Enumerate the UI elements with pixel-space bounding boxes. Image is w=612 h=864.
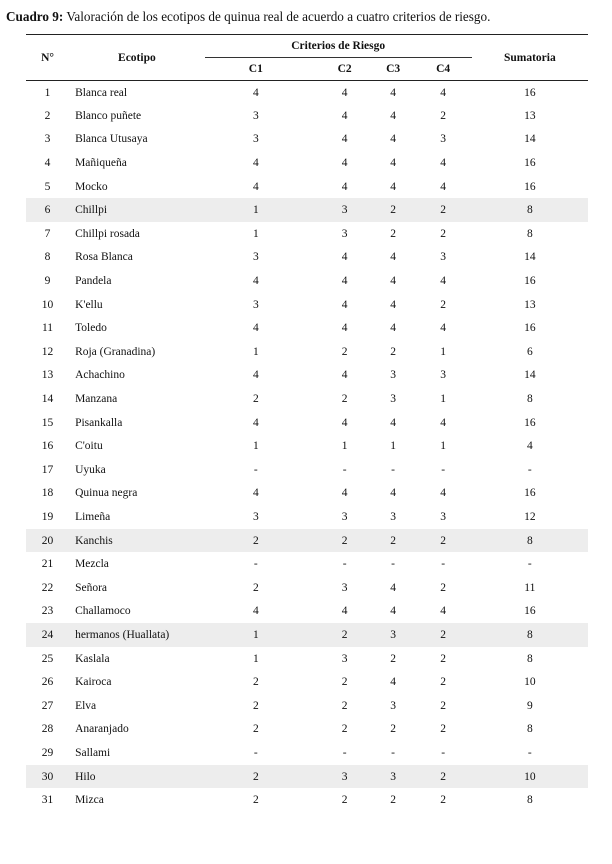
table-row	[26, 718, 588, 742]
row-number: 21	[41, 558, 54, 571]
row-c4: 3	[440, 510, 447, 523]
row-number: 3	[44, 133, 51, 146]
row-c4: 2	[440, 298, 447, 311]
row-number: 17	[41, 463, 54, 476]
row-c3: -	[391, 558, 396, 571]
row-number: 20	[26, 529, 69, 553]
row-c4: 2	[440, 652, 447, 665]
table-row	[26, 293, 588, 317]
row-number: 24	[26, 623, 69, 647]
row-c2: 2	[318, 623, 372, 647]
row-ecotipo: Blanca Utusaya	[75, 133, 148, 146]
row-c2: 4	[341, 157, 348, 170]
table-body	[26, 81, 588, 812]
row-c3: -	[391, 746, 396, 759]
header-c1: C1	[248, 63, 263, 75]
row-sumatoria: 8	[526, 227, 533, 240]
row-c2: 3	[318, 198, 372, 222]
row-ecotipo: Sallami	[75, 746, 111, 759]
row-c3: 2	[390, 794, 396, 807]
row-c2: 4	[341, 605, 348, 618]
row-ecotipo: Quinua negra	[75, 487, 138, 500]
table-row	[26, 765, 588, 789]
header-no: N°	[41, 51, 54, 64]
row-c1: -	[253, 746, 258, 759]
row-number: 5	[44, 180, 51, 193]
row-number: 25	[41, 652, 54, 665]
row-number: 15	[41, 416, 54, 429]
row-number: 7	[44, 227, 51, 240]
row-c4: 2	[415, 623, 472, 647]
row-c4: 4	[440, 180, 447, 193]
row-c1: 2	[252, 393, 259, 406]
table-row	[26, 175, 588, 199]
row-sumatoria: 16	[524, 416, 536, 429]
row-c1: 2	[252, 794, 259, 807]
row-c4: 3	[440, 133, 447, 146]
row-c3: 4	[390, 605, 396, 618]
row-c3: 3	[372, 765, 415, 789]
row-sumatoria: 16	[524, 86, 536, 99]
row-c3: 3	[372, 623, 415, 647]
row-sumatoria: 14	[524, 369, 536, 382]
row-sumatoria: 16	[524, 275, 536, 288]
table-row	[26, 104, 588, 128]
row-c4: 4	[440, 322, 447, 335]
row-c3: 3	[390, 369, 396, 382]
row-ecotipo: Mezcla	[75, 558, 109, 571]
row-c3: 2	[372, 529, 415, 553]
row-c1: 3	[252, 109, 259, 122]
table-row	[26, 411, 588, 435]
row-sumatoria: 8	[526, 393, 533, 406]
table-row	[26, 552, 588, 576]
row-ecotipo: Pandela	[75, 275, 112, 288]
row-sumatoria: 16	[524, 605, 536, 618]
row-c1: 4	[252, 275, 259, 288]
row-c4: 3	[440, 251, 447, 264]
row-c1: 3	[252, 298, 259, 311]
table-row	[26, 434, 588, 458]
row-c1: -	[253, 463, 258, 476]
row-c4: 4	[440, 86, 447, 99]
row-c1: 2	[205, 765, 307, 789]
table-row	[26, 246, 588, 270]
row-sumatoria: 8	[472, 198, 588, 222]
row-c3: 3	[390, 510, 396, 523]
row-ecotipo: Uyuka	[75, 463, 106, 476]
table-row	[26, 340, 588, 364]
row-number: 10	[41, 298, 54, 311]
row-c2: 4	[341, 369, 348, 382]
row-sumatoria: 16	[524, 322, 536, 335]
row-c1: 4	[252, 487, 259, 500]
table-row	[26, 222, 588, 246]
row-sumatoria: 8	[526, 652, 533, 665]
row-c2: 4	[341, 86, 348, 99]
row-c1: 1	[252, 440, 259, 453]
row-c1: 2	[252, 723, 259, 736]
row-sumatoria: 8	[526, 723, 533, 736]
row-number: 14	[41, 393, 54, 406]
row-number: 30	[26, 765, 69, 789]
row-c1: 3	[252, 133, 259, 146]
row-c1: 1	[252, 227, 259, 240]
row-ecotipo: Elva	[75, 699, 97, 712]
row-sumatoria: -	[527, 558, 532, 571]
row-c2: 3	[341, 581, 348, 594]
row-c1: 4	[252, 86, 259, 99]
row-sumatoria: 11	[524, 581, 536, 594]
row-c2: 2	[318, 529, 372, 553]
row-c4: 2	[440, 227, 447, 240]
row-c2: 2	[341, 699, 348, 712]
row-ecotipo: Blanco puñete	[75, 109, 142, 122]
row-ecotipo: Pisankalla	[75, 416, 123, 429]
row-ecotipo: Kanchis	[69, 529, 205, 553]
row-ecotipo: C'oitu	[75, 440, 103, 453]
row-number: 6	[26, 198, 69, 222]
row-sumatoria: 9	[526, 699, 533, 712]
row-c4: 2	[440, 676, 447, 689]
row-sumatoria: -	[527, 746, 532, 759]
row-c3: 4	[390, 109, 396, 122]
row-sumatoria: 13	[524, 298, 536, 311]
row-sumatoria: 10	[524, 676, 536, 689]
row-c2: 4	[341, 487, 348, 500]
row-number: 1	[44, 86, 51, 99]
row-number: 12	[41, 345, 54, 358]
table-row	[26, 670, 588, 694]
table-header	[26, 35, 588, 81]
row-c1: 4	[252, 157, 259, 170]
row-sumatoria: 10	[472, 765, 588, 789]
risk-table	[26, 34, 588, 812]
table-row	[26, 151, 588, 175]
row-c3: 2	[390, 723, 396, 736]
row-c4: 4	[440, 157, 447, 170]
table-row	[26, 198, 588, 222]
row-ecotipo: Kaslala	[75, 652, 110, 665]
row-number: 4	[44, 157, 51, 170]
row-c1: 2	[252, 581, 259, 594]
row-sumatoria: 8	[472, 623, 588, 647]
row-ecotipo: Blanca real	[75, 86, 128, 99]
row-c1: 2	[205, 529, 307, 553]
row-c4: 1	[440, 345, 447, 358]
row-c3: -	[391, 463, 396, 476]
row-number: 11	[41, 322, 54, 335]
row-c2: 4	[341, 298, 348, 311]
row-number: 29	[41, 746, 54, 759]
row-c2: -	[342, 746, 347, 759]
row-c2: 4	[341, 133, 348, 146]
row-c3: 2	[390, 652, 396, 665]
caption-label: Cuadro 9:	[6, 9, 64, 24]
table-row	[26, 269, 588, 293]
table-row	[26, 741, 588, 765]
row-ecotipo: Mocko	[75, 180, 108, 193]
row-sumatoria: 8	[526, 794, 533, 807]
row-c1: 1	[252, 345, 259, 358]
table-row	[26, 529, 588, 553]
row-c2: 2	[341, 676, 348, 689]
row-c4: 2	[440, 109, 447, 122]
row-sumatoria: 8	[472, 529, 588, 553]
row-c3: 4	[390, 298, 396, 311]
header-c3: C3	[386, 63, 401, 75]
row-c3: 4	[390, 133, 396, 146]
table-row	[26, 128, 588, 152]
row-ecotipo: Anaranjado	[75, 723, 129, 736]
row-c1: 3	[252, 251, 259, 264]
table-caption	[6, 9, 606, 25]
row-ecotipo: hermanos (Huallata)	[69, 623, 205, 647]
row-sumatoria: 16	[524, 180, 536, 193]
row-c2: 4	[341, 109, 348, 122]
table-row	[26, 364, 588, 388]
header-ecotipo: Ecotipo	[118, 51, 156, 64]
row-c1: 1	[205, 198, 307, 222]
header-c4: C4	[436, 63, 451, 75]
row-c3: 4	[390, 86, 396, 99]
row-c2: 2	[341, 393, 348, 406]
header-sumatoria: Sumatoria	[503, 51, 556, 64]
row-c3: 4	[390, 275, 396, 288]
header-criterios: Criterios de Riesgo	[205, 35, 472, 58]
row-c3: 4	[390, 676, 396, 689]
row-c3: 2	[390, 227, 396, 240]
row-c1: 4	[252, 322, 259, 335]
row-c4: -	[441, 463, 446, 476]
table-row	[26, 647, 588, 671]
row-number: 13	[41, 369, 54, 382]
row-c3: 4	[390, 322, 396, 335]
row-c3: 2	[372, 198, 415, 222]
row-c1: 4	[252, 369, 259, 382]
row-c1: 1	[205, 623, 307, 647]
row-c2: 4	[341, 180, 348, 193]
row-number: 2	[44, 109, 51, 122]
row-number: 23	[41, 605, 54, 618]
row-number: 27	[41, 699, 54, 712]
row-c4: 4	[440, 605, 447, 618]
row-sumatoria: 14	[524, 133, 536, 146]
row-c1: 4	[252, 180, 259, 193]
row-c1: 4	[252, 416, 259, 429]
table-row	[26, 482, 588, 506]
row-sumatoria: 12	[524, 510, 536, 523]
row-ecotipo: Chillpi rosada	[75, 227, 140, 240]
row-c2: 1	[341, 440, 348, 453]
row-c4: 4	[440, 416, 447, 429]
row-c2: 3	[341, 652, 348, 665]
row-ecotipo: Mizca	[75, 794, 104, 807]
table-row	[26, 623, 588, 647]
row-c2: 2	[341, 723, 348, 736]
row-c4: 3	[440, 369, 447, 382]
row-number: 31	[41, 794, 54, 807]
row-c3: 4	[390, 416, 396, 429]
row-c4: 2	[415, 529, 472, 553]
row-c2: 3	[341, 510, 348, 523]
row-number: 19	[41, 510, 54, 523]
table-row	[26, 600, 588, 624]
row-ecotipo: Roja (Granadina)	[75, 345, 156, 358]
row-c4: 2	[440, 794, 447, 807]
row-c1: 2	[252, 699, 259, 712]
row-ecotipo: Limeña	[75, 510, 111, 523]
table-row	[26, 387, 588, 411]
row-c1: -	[253, 558, 258, 571]
row-sumatoria: 14	[524, 251, 536, 264]
row-c2: 3	[318, 765, 372, 789]
row-ecotipo: Achachino	[75, 369, 125, 382]
row-c2: -	[342, 558, 347, 571]
row-sumatoria: 6	[526, 345, 533, 358]
row-sumatoria: 4	[526, 440, 533, 453]
row-c3: 1	[390, 440, 396, 453]
row-c1: 2	[252, 676, 259, 689]
row-ecotipo: Hilo	[69, 765, 205, 789]
table-row	[26, 458, 588, 482]
caption-text: Valoración de los ecotipos de quinua real de acuerdo a cuatro criterios de riesgo.	[66, 9, 491, 24]
row-c2: -	[342, 463, 347, 476]
row-c2: 2	[341, 794, 348, 807]
row-c2: 3	[341, 227, 348, 240]
row-ecotipo: Rosa Blanca	[75, 251, 133, 264]
row-sumatoria: -	[527, 463, 532, 476]
row-ecotipo: K'ellu	[75, 298, 103, 311]
row-c2: 4	[341, 251, 348, 264]
row-c4: 4	[440, 487, 447, 500]
row-c2: 4	[341, 416, 348, 429]
row-c1: 3	[252, 510, 259, 523]
row-c4: 2	[415, 198, 472, 222]
row-c4: 1	[440, 393, 447, 406]
row-sumatoria: 16	[524, 157, 536, 170]
table-row	[26, 694, 588, 718]
row-c3: 4	[390, 157, 396, 170]
table-row	[26, 316, 588, 340]
row-ecotipo: Challamoco	[75, 605, 131, 618]
table-row	[26, 81, 588, 105]
row-ecotipo: Kairoca	[75, 676, 112, 689]
row-c3: 4	[390, 581, 396, 594]
row-c2: 4	[341, 275, 348, 288]
row-c4: 2	[440, 699, 447, 712]
row-c4: 4	[440, 275, 447, 288]
row-number: 26	[41, 676, 54, 689]
row-c1: 1	[252, 652, 259, 665]
row-sumatoria: 13	[524, 109, 536, 122]
row-ecotipo: Chillpi	[69, 198, 205, 222]
row-ecotipo: Toledo	[75, 322, 107, 335]
table-row	[26, 576, 588, 600]
row-ecotipo: Señora	[75, 581, 107, 594]
row-c4: 2	[440, 723, 447, 736]
row-c4: 1	[440, 440, 447, 453]
row-number: 28	[41, 723, 54, 736]
row-c3: 3	[390, 393, 396, 406]
row-c3: 3	[390, 699, 396, 712]
row-c2: 4	[341, 322, 348, 335]
row-sumatoria: 16	[524, 487, 536, 500]
row-ecotipo: Mañiqueña	[75, 157, 127, 170]
row-number: 8	[44, 251, 51, 264]
row-number: 18	[41, 487, 54, 500]
row-ecotipo: Manzana	[75, 393, 118, 406]
row-c3: 2	[390, 345, 396, 358]
row-c3: 4	[390, 180, 396, 193]
row-c3: 4	[390, 251, 396, 264]
row-number: 22	[41, 581, 54, 594]
row-c1: 4	[252, 605, 259, 618]
row-number: 9	[44, 275, 51, 288]
row-c4: -	[441, 746, 446, 759]
row-c4: -	[441, 558, 446, 571]
table-row	[26, 788, 588, 812]
table-row	[26, 505, 588, 529]
row-c2: 2	[341, 345, 348, 358]
row-c4: 2	[415, 765, 472, 789]
row-c4: 2	[440, 581, 447, 594]
row-number: 16	[41, 440, 54, 453]
header-c2: C2	[337, 63, 352, 75]
row-c3: 4	[390, 487, 396, 500]
